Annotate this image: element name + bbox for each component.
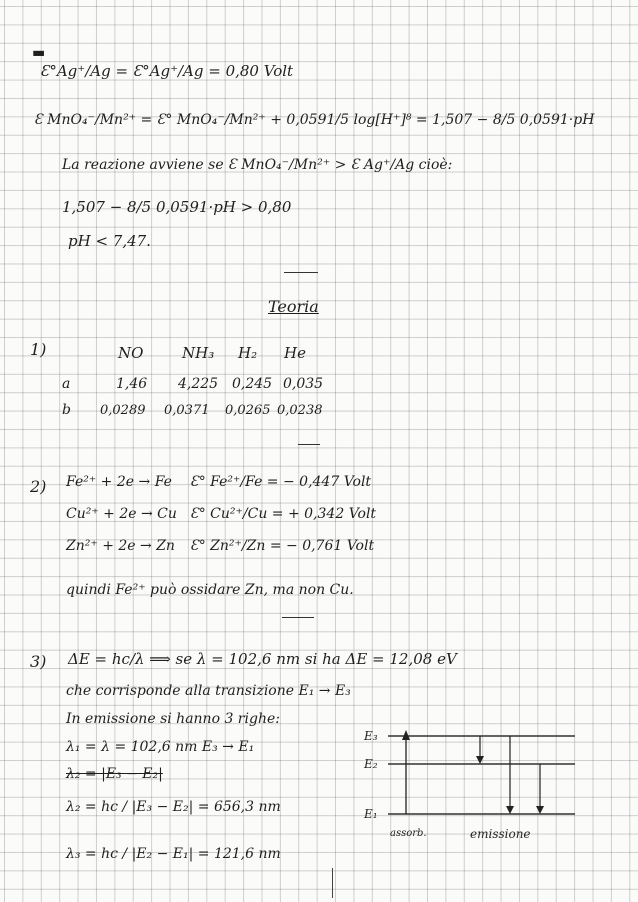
level-e2-label: E₂ [364,757,378,771]
q2-reaction-3: Zn²⁺ + 2e → Zn [66,538,175,554]
q1-header-he: He [284,344,306,362]
q1-cell-a-no: 1,46 [116,376,148,392]
q3-line-6: λ₂ = hc / |E₃ − E₂| = 656,3 nm [66,799,281,815]
q2-divider [282,617,314,618]
q3-line-4: λ₁ = λ = 102,6 nm E₃ → E₁ [66,739,255,755]
q3-line-7: λ₃ = hc / |E₂ − E₁| = 121,6 nm [66,846,281,862]
intro-line-3: La reazione avviene se Ɛ MnO₄⁻/Mn²⁺ > Ɛ Ag⁺/Ag cioè: [62,157,453,173]
q1-cell-b-h2: 0,0265 [225,403,271,418]
corner-mark: ▬ [32,45,46,61]
absorb-label: assorb. [390,828,427,839]
q3-line-1: ΔE = hc/λ ⟹ se λ = 102,6 nm si ha ΔE = 12,08 eV [68,650,457,668]
intro-line-1: Ɛ°Ag⁺/Ag = Ɛ°Ag⁺/Ag = 0,80 Volt [40,62,294,80]
absorption-arrowhead [402,730,410,740]
q3-line-3: In emissione si hanno 3 righe: [66,711,280,727]
q2-reaction-2: Cu²⁺ + 2e → Cu [66,506,177,522]
q1-cell-b-he: 0,0238 [277,403,323,418]
emit-label: emissione [470,827,531,841]
q1-number: 1) [30,340,47,359]
theory-title: Teoria [268,297,319,316]
q1-cell-a-h2: 0,245 [232,376,273,392]
bottom-mark [332,868,333,898]
q2-reaction-1: Fe²⁺ + 2e → Fe [66,474,172,490]
q2-potential-3: Ɛ° Zn²⁺/Zn = − 0,761 Volt [190,538,375,554]
level-e1-label: E₁ [364,807,378,821]
intro-line-4: 1,507 − 8/5 0,0591·pH > 0,80 [62,198,292,216]
q2-potential-1: Ɛ° Fe²⁺/Fe = − 0,447 Volt [190,474,372,490]
q1-cell-a-nh3: 4,225 [178,376,219,392]
q1-cell-b-nh3: 0,0371 [164,403,210,418]
q1-header-nh3: NH₃ [182,344,215,362]
q3-number: 3) [30,652,47,671]
energy-level-diagram [360,718,590,848]
section-divider [284,272,318,273]
intro-line-5: pH < 7,47. [68,232,151,250]
q3-line-5-struck: λ₂ = |E₃ − E₂| [66,766,163,782]
q1-cell-b-no: 0,0289 [100,403,146,418]
intro-line-2: Ɛ MnO₄⁻/Mn²⁺ = Ɛ° MnO₄⁻/Mn²⁺ + 0,0591/5 log[H⁺]⁸ = 1,507 − 8/5 0,0591·pH [34,112,595,128]
q3-line-2: che corrisponde alla transizione E₁ → E₃ [66,683,351,699]
q1-cell-a-he: 0,035 [283,376,324,392]
q1-header-h2: H₂ [238,344,258,362]
q1-divider [298,444,320,445]
q2-number: 2) [30,477,47,496]
q1-row-label-a: a [62,376,71,392]
q1-header-no: NO [118,344,144,362]
q1-row-label-b: b [62,402,71,418]
level-e3-label: E₃ [364,729,378,743]
q2-potential-2: Ɛ° Cu²⁺/Cu = + 0,342 Volt [190,506,377,522]
q2-conclusion: quindi Fe²⁺ può ossidare Zn, ma non Cu. [66,582,354,598]
